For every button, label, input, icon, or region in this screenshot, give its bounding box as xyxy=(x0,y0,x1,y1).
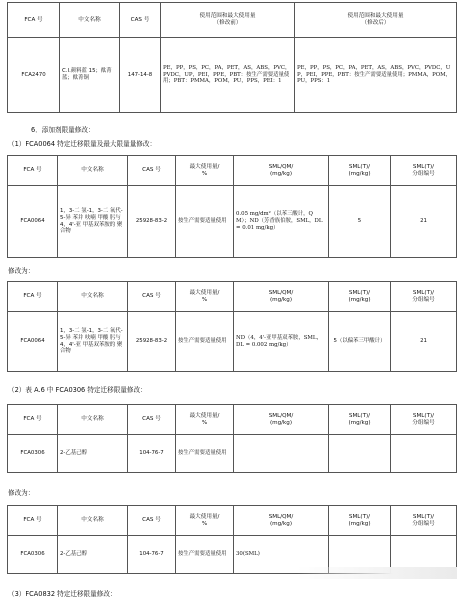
cell-after: PE，PP，PS，PC，PA，PET，AS，ABS，PVC，PVDC，UP，PEI，PPE，PBT：按生产需要适量使用；PMMA，POM，PU，PPS：1 xyxy=(295,38,457,113)
subsection-heading-3: （3）FCA0832 特定迁移限量修改： xyxy=(8,590,117,598)
header-fca: FCA 号 xyxy=(8,506,58,536)
cell-fca: FCA2470 xyxy=(8,38,60,113)
header-smlt: SML(T)/ (mg/kg) xyxy=(329,405,391,435)
header-fca: FCA 号 xyxy=(8,3,60,38)
table-header-row xyxy=(8,3,457,38)
cell-fca: FCA0064 xyxy=(8,312,58,372)
cell-group: 21 xyxy=(391,312,457,372)
header-group: SML(T)/ 分组编号 xyxy=(391,506,457,536)
cell-fca: FCA0306 xyxy=(8,435,58,473)
header-max: 最大使用量/ % xyxy=(176,156,234,186)
table-header-row xyxy=(8,156,457,186)
table-row xyxy=(8,186,457,258)
header-smlt: SML(T)/ (mg/kg) xyxy=(329,282,391,312)
cell-cas: 104-76-7 xyxy=(128,435,176,473)
header-cas: CAS 号 xyxy=(120,3,161,38)
table-row xyxy=(8,435,457,473)
header-cas: CAS 号 xyxy=(128,506,176,536)
migration-table-after-2 xyxy=(7,505,457,574)
header-cas: CAS 号 xyxy=(128,282,176,312)
watermark-overlay xyxy=(297,567,457,579)
subsection-heading-2: （2）表 A.6 中 FCA0306 特定迁移限量修改： xyxy=(8,386,147,394)
header-fca: FCA 号 xyxy=(8,405,58,435)
migration-table-after-1 xyxy=(7,281,457,372)
table-row xyxy=(8,38,457,113)
table-row xyxy=(8,312,457,372)
header-name: 中文名称 xyxy=(58,405,128,435)
header-max: 最大使用量/ % xyxy=(176,506,234,536)
header-sml: SML/QM/ (mg/kg) xyxy=(234,506,329,536)
cell-sml: 0.05 mg/dm²（以苯三酸计，QM）；ND（芳香族伯胺，SML，DL = 0.01 mg/kg） xyxy=(234,186,329,258)
cell-fca: FCA0064 xyxy=(8,186,58,258)
migration-table-before-2 xyxy=(7,404,457,473)
cell-before: PE，PP，PS，PC，PA，PET，AS，ABS，PVC，PVDC，UP，PEI，PPE，PBT：按生产需要适量使用；PBT：PMMA，POM，PU，PPS，PEI：1 xyxy=(161,38,295,113)
cell-max: 按生产需要适量使用 xyxy=(176,536,234,574)
cell-cas: 147-14-8 xyxy=(120,38,161,113)
cell-name: C.I.颜料蓝 15；酞菁蓝；酞菁铜 xyxy=(60,38,120,113)
header-smlt: SML(T)/ (mg/kg) xyxy=(329,506,391,536)
cell-fca: FCA0306 xyxy=(8,536,58,574)
header-max: 最大使用量/ % xyxy=(176,282,234,312)
cell-name: 2-乙基己醇 xyxy=(58,536,128,574)
cell-cas: 25928-83-2 xyxy=(128,186,176,258)
cell-max: 按生产需要适量使用 xyxy=(176,312,234,372)
table-header-row xyxy=(8,282,457,312)
cell-smlt: 5 xyxy=(329,186,391,258)
header-cas: CAS 号 xyxy=(128,405,176,435)
cell-smlt: 5（以偏苯三甲酸计） xyxy=(329,312,391,372)
header-sml: SML/QM/ (mg/kg) xyxy=(234,405,329,435)
header-smlt: SML(T)/ (mg/kg) xyxy=(329,156,391,186)
cell-cas: 104-76-7 xyxy=(128,536,176,574)
header-max: 最大使用量/ % xyxy=(176,405,234,435)
cell-smlt xyxy=(329,435,391,473)
header-sml: SML/QM/ (mg/kg) xyxy=(234,156,329,186)
color-usage-table xyxy=(7,2,457,113)
cell-group xyxy=(391,435,457,473)
amend-label-1: 修改为： xyxy=(8,267,35,275)
header-cas: CAS 号 xyxy=(128,156,176,186)
header-after: 使用范围和最大使用量 （修改后） xyxy=(295,3,457,38)
cell-name: 2-乙基己醇 xyxy=(58,435,128,473)
header-name: 中文名称 xyxy=(58,156,128,186)
cell-name: 1，3-二 氢-1，3-二 氧代-5-异 苯并 呋喃 甲酸 肟与 4，4'-亚 甲基双苯胺的 聚合物 xyxy=(58,312,128,372)
header-group: SML(T)/ 分组编号 xyxy=(391,282,457,312)
cell-name: 1，3-二 氢-1，3-二 氧代-5-异 苯并 呋喃 甲酸 肟与 4，4'-亚 甲基双苯胺的 聚合物 xyxy=(58,186,128,258)
amend-label-2: 修改为： xyxy=(8,489,35,497)
header-name: 中文名称 xyxy=(58,282,128,312)
header-name: 中文名称 xyxy=(60,3,120,38)
header-before: 使用范围和最大使用量 （修改前） xyxy=(161,3,295,38)
header-group: SML(T)/ 分组编号 xyxy=(391,156,457,186)
table-header-row xyxy=(8,405,457,435)
header-fca: FCA 号 xyxy=(8,282,58,312)
cell-sml: ND（4，4'-亚甲基双苯胺，SML，DL = 0.002 mg/kg） xyxy=(234,312,329,372)
cell-max: 按生产需要适量使用 xyxy=(176,186,234,258)
cell-sml xyxy=(234,435,329,473)
cell-sml: 30(SML) xyxy=(234,536,329,574)
cell-max: 按生产需要适量使用 xyxy=(176,435,234,473)
section-heading: 6．添加剂限量修改： xyxy=(31,126,95,134)
header-fca: FCA 号 xyxy=(8,156,58,186)
header-sml: SML/QM/ (mg/kg) xyxy=(234,282,329,312)
cell-group: 21 xyxy=(391,186,457,258)
subsection-heading-1: （1）FCA0064 特定迁移限量及最大限量量修改： xyxy=(8,140,157,148)
migration-table-before-1 xyxy=(7,155,457,258)
header-name: 中文名称 xyxy=(58,506,128,536)
table-header-row xyxy=(8,506,457,536)
header-group: SML(T)/ 分组编号 xyxy=(391,405,457,435)
cell-cas: 25928-83-2 xyxy=(128,312,176,372)
